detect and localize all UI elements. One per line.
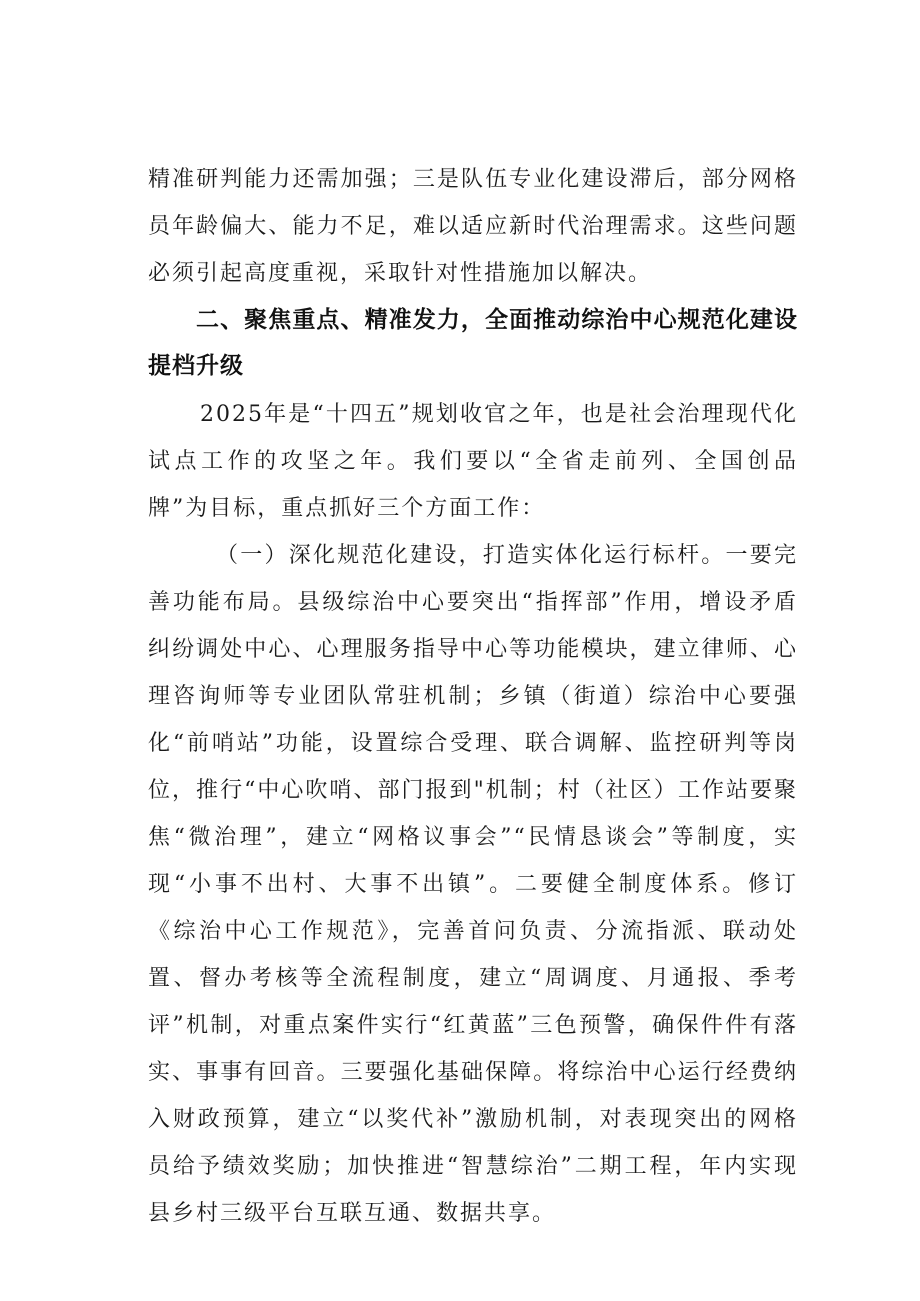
paragraph-continuation: 精准研判能力还需加强；三是队伍专业化建设滞后，部分网格员年龄偏大、能力不足，难以适应新时代治理需求。这些问题必须引起高度重视，采取针对性措施加以解决。 xyxy=(148,167,798,286)
paragraph-item-1: （一）深化规范化建设，打造实体化运行标杆。一要完善功能布局。县级综治中心要突出“指挥部”作用，增设矛盾纠纷调处中心、心理服务指导中心等功能模块，建立律师、心理咨询师等专业团队常驻机制；乡镇（街道）综治中心要强化“前哨站”功能，设置综合受理、联合调解、监控研判等岗位，推行“中心吹哨、部门报到"机制；村（社区）工作站要聚焦“微治理”，建立“网格议事会”“民情恳谈会”等制度，实现“小事不出村、大事不出镇”。二要健全制度体系。修订《综治中心工作规范》，完善首问负责、分流指派、联动处置、督办考核等全流程制度，建立“周调度、月通报、季考评”机制，对重点案件实行“红黄蓝”三色预警，确保件件有落实、事事有回音。三要强化基础保障。将综治中心运行经费纳入财政预算，建立“以奖代补”激励机制，对表现突出的网格员给予绩效奖励；加快推进“智慧综治”二期工程，年内实现县乡村三级平台互联互通、数据共享。 xyxy=(148,543,798,1226)
document-body xyxy=(148,156,798,1237)
section-heading: 二、聚焦重点、精准发力，全面推动综治中心规范化建设提档升级 xyxy=(148,307,798,379)
paragraph-intro: 2025年是“十四五”规划收官之年，也是社会治理现代化试点工作的攻坚之年。我们要以“全省走前列、全国创品牌”为目标，重点抓好三个方面工作： xyxy=(148,402,798,521)
